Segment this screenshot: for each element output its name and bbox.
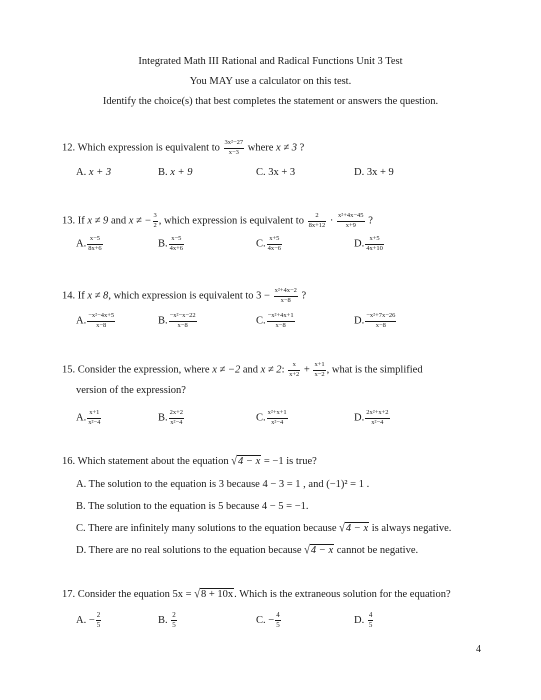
question-12 [62, 140, 304, 156]
numerator: 4 [368, 611, 373, 619]
choice-letter: D. [354, 315, 365, 327]
numerator: 2x+2 [169, 410, 184, 419]
choice-letter: C. [76, 523, 86, 534]
choice-letter: D. [354, 238, 365, 250]
choice-c[interactable] [256, 236, 283, 252]
choice-d[interactable] [354, 236, 385, 252]
fraction [267, 313, 295, 329]
choice-letter: B. [158, 167, 168, 178]
radicand: 4 − x [345, 523, 369, 534]
question-text: If [77, 215, 85, 227]
fraction [368, 612, 374, 629]
question-mark: ? [299, 142, 305, 154]
test-title: Integrated Math III Rational and Radical Functions Unit 3 Test [138, 56, 403, 67]
numerator: 2 [172, 611, 176, 619]
fraction [288, 362, 300, 378]
numerator: x+1 [313, 362, 325, 371]
denominator: 5 [276, 621, 280, 629]
choice-text: is always negative. [371, 523, 452, 534]
square-root: √4 − x [304, 544, 334, 557]
question-text: = −1 is true? [263, 456, 317, 467]
denominator: x−8 [275, 321, 286, 329]
fraction [308, 213, 327, 229]
denominator: x−8 [280, 296, 291, 304]
question-text: Which expression is equivalent to [77, 142, 220, 154]
numerator: x+5 [365, 236, 384, 245]
choice-letter: A. [76, 167, 87, 178]
denominator: x²−4 [170, 418, 183, 426]
multiply-sign: · [329, 215, 334, 227]
choice-c[interactable] [256, 313, 296, 329]
numerator: x+1 [87, 410, 101, 419]
choice-letter: C. [256, 315, 266, 327]
page-number: 4 [476, 644, 481, 655]
colon: : [281, 364, 285, 376]
choice-letter: C. [256, 412, 266, 424]
fraction [169, 313, 197, 329]
choice-c[interactable] [76, 524, 451, 535]
condition: x ≠ −2 [212, 364, 241, 376]
plus-sign: + [303, 364, 310, 376]
choice-letter: B. [158, 412, 168, 424]
denominator: x²−4 [271, 418, 284, 426]
numerator: −x²+7x−26 [365, 313, 396, 322]
condition: x ≠ 9 [87, 215, 109, 227]
question-text: Consider the equation 5x = [77, 589, 192, 600]
question-text: Consider the expression, where [77, 364, 210, 376]
sign: − [268, 614, 275, 626]
fraction [313, 362, 325, 378]
question-mark: ? [368, 215, 373, 227]
denominator: 8x+6 [88, 244, 102, 252]
numerator: −x²−4x+5 [87, 313, 115, 322]
instructions: Identify the choice(s) that best completes the statement or answers the question. [102, 96, 439, 107]
choice-b[interactable] [158, 168, 193, 179]
square-root: √4 − x [339, 522, 369, 535]
square-root: √8 + 10x [194, 588, 234, 601]
choice-c[interactable] [256, 410, 289, 426]
numerator: 3 [153, 213, 158, 222]
denominator: x²−4 [371, 418, 384, 426]
choice-d[interactable] [354, 612, 374, 629]
question-number: 12. [62, 142, 76, 154]
radicand: 8 + 10x [200, 589, 234, 600]
fraction [169, 410, 184, 426]
choice-letter: A. [76, 315, 87, 327]
question-text: , which expression is equivalent to [158, 215, 304, 227]
choice-text: 3x + 3 [268, 167, 296, 178]
choice-b[interactable] [76, 502, 309, 513]
choice-a[interactable] [76, 612, 102, 629]
calculator-note: You MAY use a calculator on this test. [189, 76, 352, 87]
numerator: 2x²+x+2 [365, 410, 389, 419]
question-text: , what is the simplified [326, 364, 423, 376]
question-text: , which expression is equivalent to 3 − [108, 290, 270, 302]
choice-b[interactable] [158, 236, 185, 252]
question-mark: ? [301, 290, 307, 302]
numerator: x²+x+1 [267, 410, 288, 419]
question-13 [62, 213, 373, 229]
denominator: 5 [96, 621, 101, 629]
question-number: 16. [62, 456, 76, 467]
choice-letter: D. [354, 167, 365, 178]
choice-text: 3x + 9 [366, 167, 394, 178]
condition: x ≠ 3 [276, 142, 297, 154]
choice-d[interactable] [354, 313, 397, 329]
denominator: x+2 [289, 370, 300, 378]
fraction [274, 288, 298, 304]
fraction [365, 236, 384, 252]
question-text: and [110, 215, 127, 227]
fraction [87, 410, 101, 426]
choice-letter: C. [256, 614, 266, 626]
question-15 [62, 362, 423, 378]
fraction [337, 213, 365, 229]
question-text: . Which is the extraneous solution for the equation? [234, 589, 451, 600]
choice-letter: D. [354, 412, 365, 424]
choice-b[interactable] [158, 612, 178, 629]
numerator: 2 [96, 611, 101, 619]
choice-text: There are no real solutions to the equation because [88, 545, 302, 556]
question-number: 14. [62, 290, 76, 302]
choice-a[interactable] [76, 313, 116, 329]
choice-letter: B. [158, 238, 168, 250]
choice-a[interactable] [76, 410, 102, 426]
denominator: 4x+6 [169, 244, 184, 252]
choice-text: The solution to the equation is 5 because 4 − 5 = −1. [88, 501, 309, 512]
denominator: x−8 [375, 321, 386, 329]
fraction [87, 236, 102, 252]
numerator: x+5 [267, 236, 282, 245]
choice-text: x + 3 [88, 167, 112, 178]
choice-letter: B. [158, 614, 168, 626]
question-16 [62, 457, 317, 468]
choice-letter: D. [76, 545, 87, 556]
question-number: 15. [62, 364, 76, 376]
question-number: 17. [62, 589, 76, 600]
choice-d[interactable] [354, 168, 394, 179]
fraction [365, 410, 389, 426]
fraction [153, 213, 158, 229]
choice-b[interactable] [158, 410, 185, 426]
question-14 [62, 288, 306, 304]
choice-letter: C. [256, 238, 266, 250]
choice-a[interactable] [76, 236, 104, 252]
denominator: 5 [172, 621, 176, 629]
choice-letter: D. [354, 614, 365, 626]
numerator: x−5 [87, 236, 102, 245]
condition: x ≠ 2 [260, 364, 282, 376]
fraction [96, 612, 102, 629]
radicand: 4 − x [238, 456, 261, 467]
choice-letter: B. [158, 315, 168, 327]
choice-letter: C. [256, 167, 266, 178]
square-root: √4 − x [231, 455, 261, 468]
fraction [365, 313, 396, 329]
choice-b[interactable] [158, 313, 198, 329]
fraction [267, 236, 282, 252]
question-15-line2: version of the expression? [76, 385, 186, 396]
fraction [275, 612, 281, 629]
numerator: −x²+4x+1 [267, 313, 295, 322]
radicand: 4 − x [310, 545, 334, 556]
fraction [267, 410, 288, 426]
choice-c[interactable] [256, 612, 282, 629]
numerator: x²+4x−45 [337, 213, 365, 222]
choice-d[interactable] [76, 546, 418, 557]
numerator: x²+4x−2 [274, 288, 298, 297]
sign: − [88, 614, 95, 626]
choice-d[interactable] [354, 410, 391, 426]
question-17 [62, 590, 451, 601]
choice-letter: A. [76, 479, 87, 490]
condition: x ≠ 8 [87, 290, 109, 302]
choice-c[interactable] [256, 168, 295, 179]
denominator: 4x+10 [366, 244, 383, 252]
question-number: 13. [62, 215, 76, 227]
denominator: 5 [368, 621, 373, 629]
denominator: x−2 [314, 370, 325, 378]
denominator: 2 [153, 221, 157, 229]
denominator: x²−4 [88, 418, 101, 426]
numerator: x [288, 362, 300, 371]
condition: x ≠ − [128, 215, 152, 227]
choice-a[interactable] [76, 480, 369, 491]
denominator: 8x+12 [308, 221, 326, 229]
fraction [87, 313, 115, 329]
denominator: x−8 [96, 321, 107, 329]
denominator: x+9 [345, 221, 356, 229]
numerator: 4 [276, 611, 280, 619]
denominator: x−3 [228, 148, 239, 156]
choice-text: cannot be negative. [336, 545, 419, 556]
denominator: x−8 [177, 321, 188, 329]
choice-letter: A. [76, 238, 87, 250]
numerator: 3x²−27 [224, 140, 245, 149]
question-text: If [77, 290, 85, 302]
numerator: 2 [308, 213, 327, 222]
question-text: Which statement about the equation [77, 456, 229, 467]
question-text: where [247, 142, 274, 154]
choice-text: There are infinitely many solutions to the equation because [88, 523, 337, 534]
fraction [224, 140, 245, 156]
choice-letter: B. [76, 501, 86, 512]
choice-letter: A. [76, 614, 87, 626]
denominator: 4x−6 [267, 244, 282, 252]
numerator: −x²−x−22 [169, 313, 197, 322]
choice-letter: A. [76, 412, 87, 424]
choice-a[interactable] [76, 168, 111, 179]
numerator: x−5 [169, 236, 184, 245]
fraction [171, 612, 177, 629]
choice-text: x + 9 [170, 167, 193, 178]
question-text: and [242, 364, 258, 376]
fraction [169, 236, 184, 252]
choice-text: The solution to the equation is 3 because 4 − 3 = 1 , and (−1)² = 1 . [88, 479, 370, 490]
